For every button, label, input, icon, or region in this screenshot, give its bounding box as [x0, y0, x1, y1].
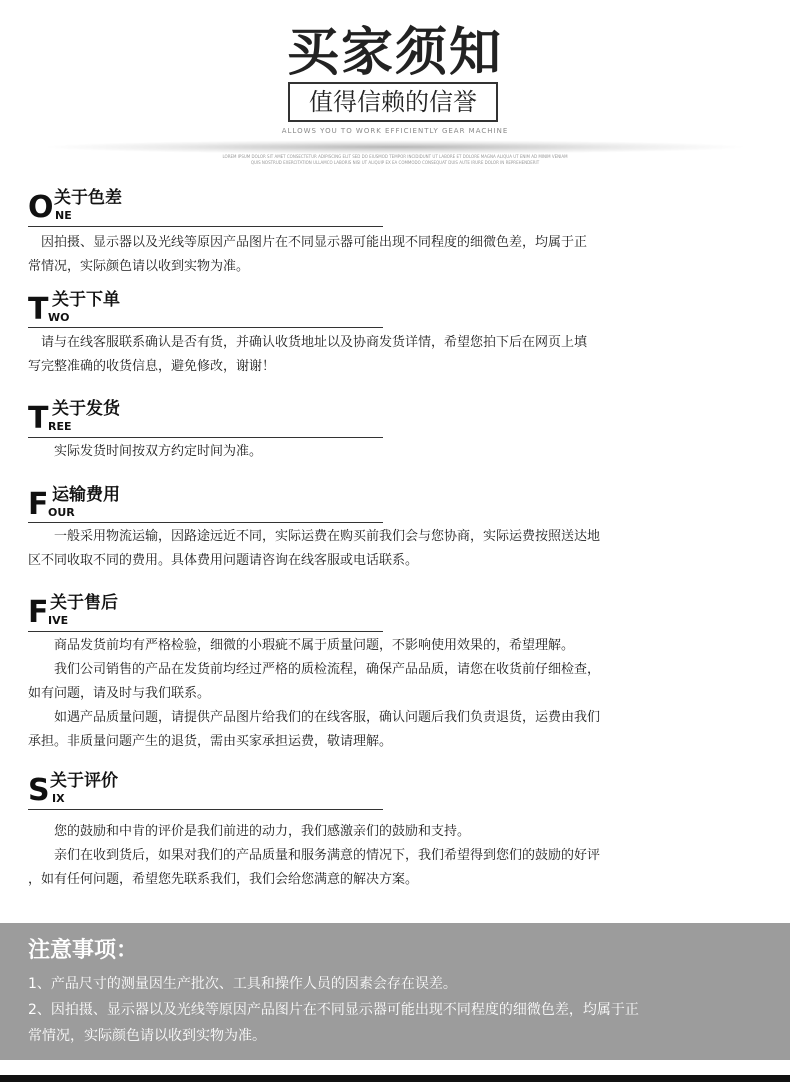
- section-divider: [28, 437, 383, 438]
- notice-line: 常情况，实际颜色请以收到实物为准。: [28, 1028, 266, 1044]
- paragraph-line: 如遇产品质量问题，请提供产品图片给我们的在线客服，确认问题后我们负责退货，运费由我们: [28, 710, 601, 725]
- section-heading-review: [28, 768, 388, 808]
- paragraph-line: 一般采用物流运输，因路途远近不同，实际运费在购买前我们会与您协商，实际运费按照送达地: [28, 529, 601, 544]
- notice-line: 1、产品尺寸的测量因生产批次、工具和操作人员的因素会存在误差。: [28, 976, 457, 992]
- paragraph-line: 商品发货前均有严格检验，细微的小瑕疵不属于质量问题，不影响使用效果的，希望理解。: [28, 638, 575, 653]
- paragraph-line: 如有问题，请及时与我们联系。: [28, 686, 211, 701]
- section-letter: T: [28, 292, 49, 327]
- section-body-color: [28, 231, 708, 279]
- section-divider: [28, 327, 383, 328]
- section-heading-freight: [28, 482, 388, 522]
- header-divider: [40, 140, 750, 154]
- section-body-order: [28, 331, 708, 379]
- section-divider: [28, 809, 383, 810]
- section-en-suffix: OUR: [48, 506, 75, 519]
- section-heading-order: [28, 287, 388, 327]
- tagline: ALLOWS YOU TO WORK EFFICIENTLY GEAR MACHINE: [281, 127, 509, 135]
- paragraph-line: 您的鼓励和中肯的评价是我们前进的动力，我们感激亲们的鼓励和支持。: [28, 824, 471, 839]
- subtitle-box: 值得信赖的信誉: [288, 82, 498, 122]
- section-title: 关于售后: [50, 593, 118, 613]
- paragraph-line: 写完整准确的收货信息，避免修改，谢谢！: [28, 359, 276, 374]
- section-body-aftersales: [28, 634, 708, 754]
- section-title: 关于发货: [52, 399, 120, 419]
- section-letter: F: [28, 487, 49, 522]
- section-divider: [28, 631, 383, 632]
- section-heading-shipping: [28, 396, 388, 436]
- header: [0, 0, 790, 185]
- section-body-review: [28, 820, 708, 892]
- section-body-freight: [28, 525, 708, 573]
- paragraph-line: 我们公司销售的产品在发货前均经过严格的质检流程，确保产品品质，请您在收货前仔细检查，: [28, 662, 601, 677]
- notice-title: 注意事项：: [28, 938, 139, 963]
- section-en-suffix: NE: [55, 209, 72, 222]
- section-letter: T: [28, 401, 49, 436]
- fine-print: LOREM IPSUM DOLOR SIT AMET CONSECTETUR ADIPISCING ELIT SED DO EIUSMOD TEMPOR INCIDIDUNT UT LABORE ET DOLORE MAGNA ALIQUA UT ENIM AD MINIM VENIAM QUIS NOSTRUD EXERCITATION ULLAMCO LABORIS NISI UT ALIQUIP EX EA COMMODO CONSEQUAT DUIS AUTE IRURE DOLOR IN REPREHENDERIT: [222, 154, 568, 165]
- page-title: 买家须知: [286, 23, 503, 83]
- section-en-suffix: REE: [48, 420, 72, 433]
- notice-line: 2、因拍摄、显示器以及光线等原因产品图片在不同显示器可能出现不同程度的细微色差，均属于正: [28, 1002, 639, 1018]
- paragraph-line: 区不同收取不同的费用。具体费用问题请咨询在线客服或电话联系。: [28, 553, 419, 568]
- notice-panel: [0, 923, 790, 1060]
- section-title: 关于下单: [52, 290, 120, 310]
- section-title: 运输费用: [52, 485, 120, 505]
- paragraph-line: 亲们在收到货后，如果对我们的产品质量和服务满意的情况下，我们希望得到您们的鼓励的好评: [28, 848, 601, 863]
- section-en-suffix: IX: [52, 792, 65, 805]
- paragraph-line: 承担。非质量问题产生的退货，需由买家承担运费，敬请理解。: [28, 734, 393, 749]
- section-title: 关于评价: [50, 771, 118, 791]
- paragraph-line: 因拍摄、显示器以及光线等原因产品图片在不同显示器可能出现不同程度的细微色差，均属于正: [28, 235, 588, 250]
- section-heading-aftersales: [28, 590, 388, 630]
- notice-body: [28, 971, 758, 1049]
- paragraph-line: 常情况，实际颜色请以收到实物为准。: [28, 259, 250, 274]
- section-body-shipping: [28, 440, 708, 464]
- section-en-suffix: IVE: [48, 614, 69, 627]
- section-letter: S: [28, 773, 50, 808]
- section-heading-color: [28, 185, 388, 225]
- section-divider: [28, 226, 383, 227]
- paragraph-line: 请与在线客服联系确认是否有货，并确认收货地址以及协商发货详情，希望您拍下后在网页上填: [28, 335, 588, 350]
- paragraph-line: 实际发货时间按双方约定时间为准。: [28, 444, 263, 459]
- section-title: 关于色差: [54, 188, 122, 208]
- section-letter: F: [28, 595, 49, 630]
- section-en-suffix: WO: [48, 311, 70, 324]
- paragraph-line: ，如有任何问题，希望您先联系我们，我们会给您满意的解决方案。: [28, 872, 419, 887]
- bottom-bar: [0, 1075, 790, 1082]
- section-letter: O: [28, 190, 54, 225]
- section-divider: [28, 522, 383, 523]
